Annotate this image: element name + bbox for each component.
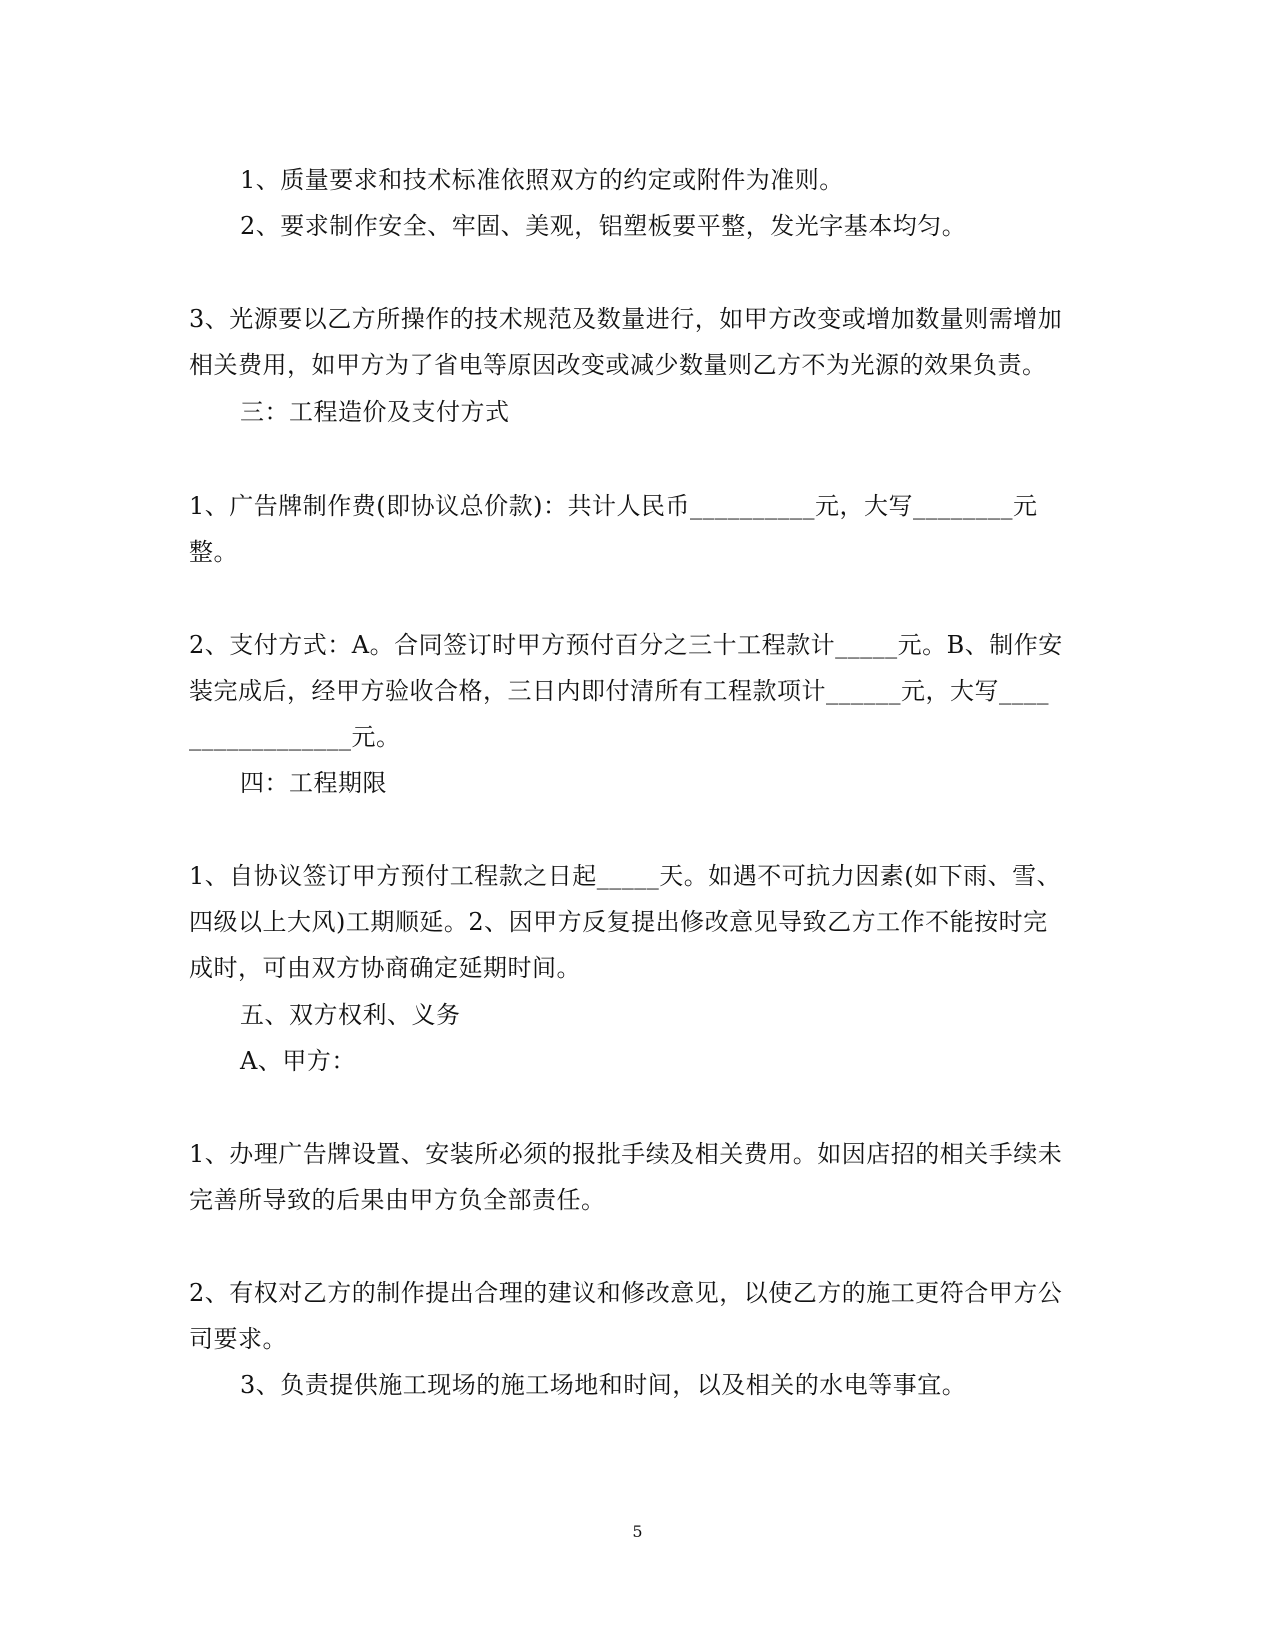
page-number: 5 [632,1522,643,1541]
clause-production-fee-line-1: 1、广告牌制作费(即协议总价款)：共计人民币__________元，大写________元 [189,492,1038,520]
clause-quality-standard: 1、质量要求和技术标准依照双方的约定或附件为准则。 [240,166,844,194]
clause-party-a-permits-line-2: 完善所导致的后果由甲方负全部责任。 [189,1186,606,1214]
clause-light-source-line-1: 3、光源要以乙方所操作的技术规范及数量进行，如甲方改变或增加数量则需增加 [189,305,1063,333]
clause-party-a-suggestions-line-1: 2、有权对乙方的制作提出合理的建议和修改意见，以使乙方的施工更符合甲方公 [189,1279,1063,1307]
section-heading-cost-payment: 三：工程造价及支付方式 [240,398,510,426]
clause-production-requirements: 2、要求制作安全、牢固、美观，铝塑板要平整，发光字基本均匀。 [240,212,967,240]
clause-party-a-permits-line-1: 1、办理广告牌设置、安装所必须的报批手续及相关费用。如因店招的相关手续未 [189,1140,1063,1168]
clause-production-fee-line-2: 整。 [189,538,238,566]
clause-term-line-1: 1、自协议签订甲方预付工程款之日起_____天。如遇不可抗力因素(如下雨、雪、 [189,862,1062,890]
clause-light-source-line-2: 相关费用，如甲方为了省电等原因改变或减少数量则乙方不为光源的效果负责。 [189,351,1047,379]
clause-payment-method-line-2: 装完成后，经甲方验收合格，三日内即付清所有工程款项计______元，大写____ [189,677,1049,705]
clause-payment-method-line-1: 2、支付方式：A。合同签订时甲方预付百分之三十工程款计_____元。B、制作安 [189,631,1063,659]
section-heading-rights-obligations: 五、双方权利、义务 [240,1001,461,1029]
subheading-party-a: A、甲方： [240,1047,356,1075]
clause-term-line-3: 成时，可由双方协商确定延期时间。 [189,954,581,982]
clause-term-line-2: 四级以上大风)工期顺延。2、因甲方反复提出修改意见导致乙方工作不能按时完 [189,908,1048,936]
clause-party-a-suggestions-line-2: 司要求。 [189,1325,287,1353]
section-heading-project-term: 四：工程期限 [240,769,387,797]
clause-party-a-site: 3、负责提供施工现场的施工场地和时间，以及相关的水电等事宜。 [240,1371,967,1399]
clause-payment-method-line-3: _____________元。 [189,723,401,751]
